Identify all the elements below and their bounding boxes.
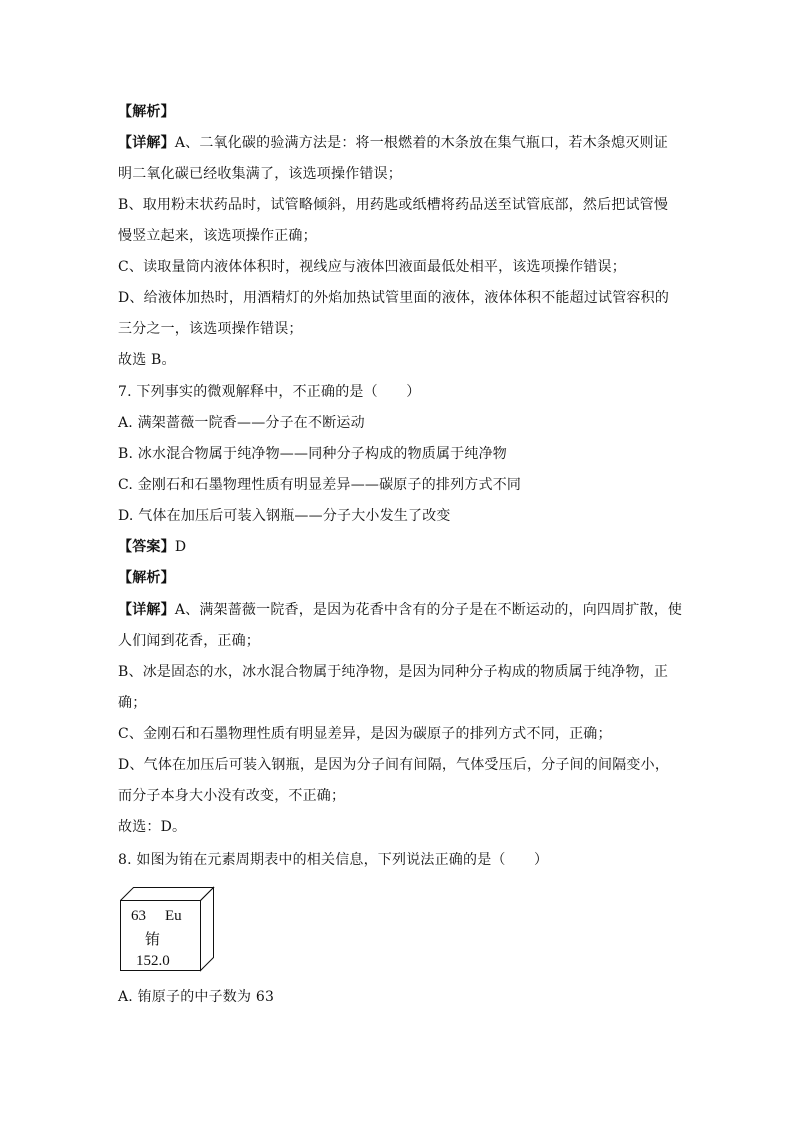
question-8-option-a: A. 铕原子的中子数为 63: [118, 989, 275, 1005]
answer-heading: 【答案】: [118, 539, 175, 555]
conclusion-line: 故选 B。: [118, 352, 176, 368]
question-7-stem: 7. 下列事实的微观解释中，不正确的是（ ）: [118, 384, 421, 400]
element-atomic-mass: 152.0: [136, 953, 170, 969]
question-8-stem: 8. 如图为铕在元素周期表中的相关信息，下列说法正确的是（ ）: [118, 852, 549, 868]
detail-b-line-1: B、取用粉末状药品时，试管略倾斜，用药匙或纸槽将药品送至试管底部，然后把试管慢: [118, 197, 669, 213]
element-atomic-number: 63: [131, 908, 146, 924]
question-7-detail-a-line-1: [118, 600, 682, 620]
answer-value: D: [174, 539, 187, 555]
detail-a-line-2: 明二氧化碳已经收集满了，该选项操作错误；: [118, 166, 402, 182]
detail-c-line: C、读取量筒内液体体积时，视线应与液体凹液面最低处相平，该选项操作错误；: [118, 259, 626, 275]
element-name: 铕: [145, 932, 161, 948]
element-symbol: Eu: [165, 908, 182, 924]
element-cube-outline: [120, 886, 220, 972]
question-7-detail-a-text: A、满架蔷薇一院香，是因为花香中含有的分子是在不断运动的，向四周扩散，使: [174, 602, 683, 618]
question-7-detail-b-line-2: 确；: [118, 695, 147, 711]
question-7-answer: [118, 537, 186, 557]
detail-b-line-2: 慢竖立起来，该选项操作正确；: [118, 228, 317, 244]
detail-heading: 【详解】: [118, 135, 175, 151]
periodic-table-element-box: [120, 886, 220, 972]
question-7-conclusion: 故选：D。: [118, 819, 187, 835]
question-7-analysis-heading: 【解析】: [118, 570, 175, 586]
question-7-option-d: D. 气体在加压后可装入钢瓶——分子大小发生了改变: [118, 508, 451, 524]
question-7-option-b: B. 冰水混合物属于纯净物——同种分子构成的物质属于纯净物: [118, 446, 507, 462]
question-7-detail-b-line-1: B、冰是固态的水，冰水混合物属于纯净物，是因为同种分子构成的物质属于纯净物，正: [118, 664, 669, 680]
question-7-detail-a-line-2: 人们闻到花香，正确；: [118, 633, 260, 649]
question-7-detail-d-line-2: 而分子本身大小没有改变，不正确；: [118, 788, 346, 804]
detail-a-line-1: [118, 133, 668, 153]
detail-d-line-2: 三分之一，该选项操作错误；: [118, 321, 303, 337]
detail-d-line-1: D、给液体加热时，用酒精灯的外焰加热试管里面的液体，液体体积不能超过试管容积的: [118, 290, 670, 306]
question-7-detail-c-line: C、金刚石和石墨物理性质有明显差异，是因为碳原子的排列方式不同，正确；: [118, 726, 612, 742]
analysis-heading: 【解析】: [118, 104, 175, 120]
question-7-option-c: C. 金刚石和石墨物理性质有明显差异——碳原子的排列方式不同: [118, 477, 522, 493]
question-7-detail-heading: 【详解】: [118, 602, 175, 618]
question-7-detail-d-line-1: D、气体在加压后可装入钢瓶，是因为分子间有间隔，气体受压后，分子间的间隔变小，: [118, 757, 670, 773]
detail-a-text: A、二氧化碳的验满方法是：将一根燃着的木条放在集气瓶口，若木条熄灭则证: [174, 135, 668, 151]
question-7-option-a: A. 满架蔷薇一院香——分子在不断运动: [118, 415, 365, 431]
